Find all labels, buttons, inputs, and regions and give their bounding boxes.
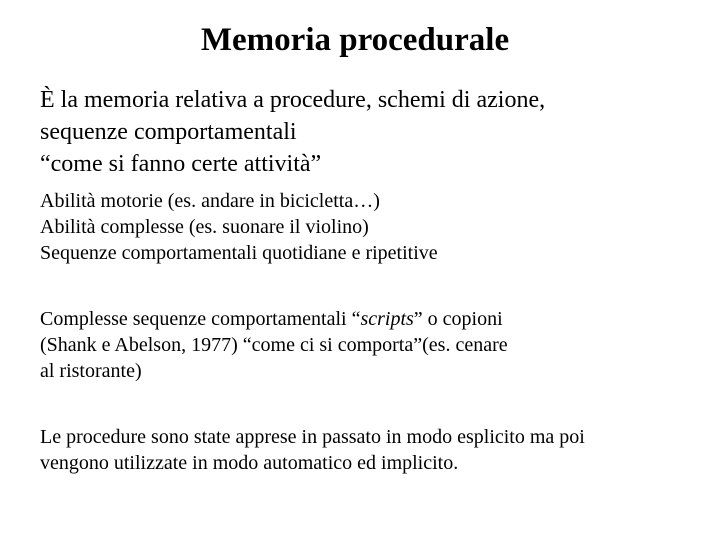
example-item: Abilità motorie (es. andare in bicicletta…) (40, 190, 380, 212)
scripts-italic-term: scripts (360, 308, 414, 330)
intro-definition (40, 84, 545, 180)
scripts-paragraph (40, 306, 508, 384)
scripts-text: Complesse sequenze comportamentali “ (40, 308, 361, 330)
scripts-text: ” o copioni (413, 308, 503, 330)
intro-line: È la memoria relativa a procedure, schemi di azione, (40, 87, 546, 113)
procedures-paragraph (40, 424, 585, 476)
example-item: Sequenze comportamentali quotidiane e ripetitive (40, 242, 438, 264)
procedures-line: vengono utilizzate in modo automatico ed implicito. (40, 452, 459, 474)
example-item: Abilità complesse (es. suonare il violino) (40, 216, 369, 238)
scripts-line: (Shank e Abelson, 1977) “come ci si comporta”(es. cenare (40, 334, 508, 356)
scripts-line: al ristorante) (40, 360, 142, 382)
slide-title: Memoria procedurale (200, 22, 510, 58)
intro-line: “come si fanno certe attività” (40, 151, 322, 177)
intro-line: sequenze comportamentali (40, 119, 297, 145)
scripts-line (40, 306, 508, 332)
procedures-line: Le procedure sono state apprese in passato in modo esplicito ma poi (40, 426, 585, 448)
examples-list (40, 188, 438, 266)
